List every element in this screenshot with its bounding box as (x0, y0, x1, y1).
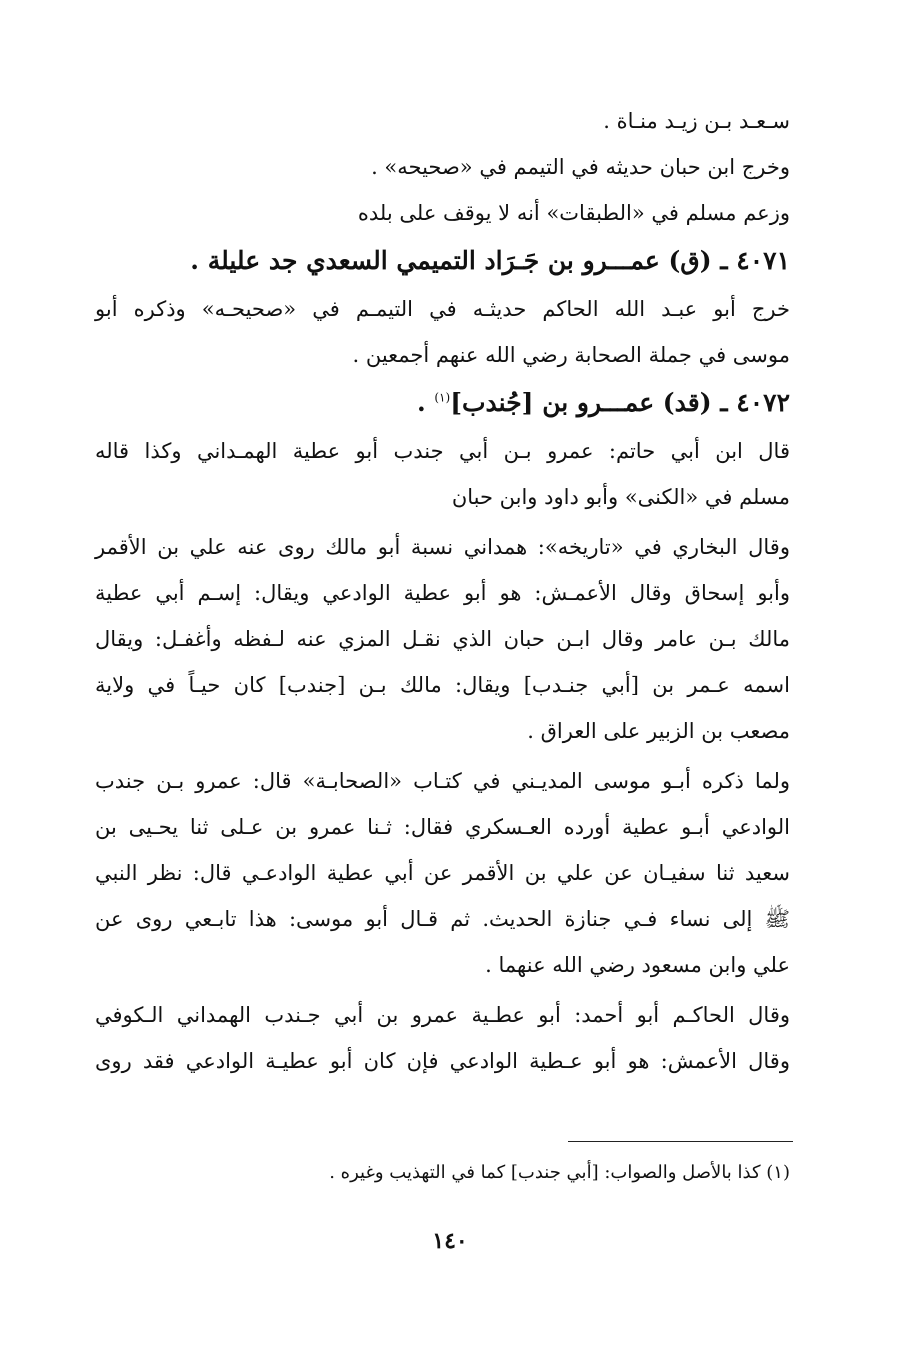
footnote-marker: (١) (434, 390, 451, 405)
text-line: وزعم مسلم في «الطبقات» أنه لا يوقف على بلده (357, 201, 790, 225)
text-line: مالك بـن عامر وقال ابـن حبان الذي نقـل المزي عنه لـفظه وأغفـل: ويقال (95, 627, 790, 651)
entry-heading-4071: ٤٠٧١ ـ (ق) عمـــرو بن جَـرَاد التميمي السعدي جد عليلة . (190, 246, 790, 275)
text-line: مسلم في «الكنى» وأبو داود وابن حبان (451, 485, 790, 509)
entry-heading-4072 (95, 378, 790, 428)
footnote-divider (568, 1141, 793, 1142)
text-line: وخرج ابن حبان حديثه في التيمم في «صحيحه» . (371, 155, 790, 179)
text-line: وقال البخاري في «تاريخه»: همداني نسبة أبو مالك روى عنه علي بن الأقمر (95, 535, 790, 559)
page-body (95, 98, 790, 1084)
text-line: وأبو إسحاق وقال الأعمـش: هو أبو عطية الوادعي ويقال: إسـم أبي عطية (95, 581, 790, 605)
text-line: قال ابن أبي حاتم: عمرو بـن أبي جندب أبو عطية الهمـداني وكذا قاله (95, 439, 790, 463)
footnote: (١) كذا بالأصل والصواب: [أبي جندب] كما في التهذيب وغيره . (329, 1162, 790, 1183)
text-line: موسى في جملة الصحابة رضي الله عنهم أجمعين . (352, 343, 790, 367)
text-line: خرج أبو عبـد الله الحاكم حديثـه في التيمـم في «صحيحـه» وذكره أبو (95, 297, 790, 321)
text-line: مصعب بن الزبير على العراق . (527, 719, 790, 743)
text-line: سعيد ثنا سفيـان عن علي بن الأقمر عن أبي عطية الوادعـي قال: نظر النبي (95, 861, 790, 885)
text-line: ولما ذكره أبـو موسى المديـني في كتـاب «الصحابـة» قال: عمرو بـن جندب (95, 769, 790, 793)
heading-text: ٤٠٧٢ ـ (قد) عمـــرو بن [جُندب] (450, 388, 790, 417)
text-line: علي وابن مسعود رضي الله عنهما . (485, 953, 790, 977)
text-line: الوادعي أبـو عطية أورده العـسكري فقال: ثـنا عمرو بن عـلى ثنا يحـيى بن (95, 815, 790, 839)
text-line: وقال الحاكـم أبو أحمد: أبو عطـية عمرو بن أبي جـندب الهمداني الـكوفي (95, 1003, 790, 1027)
heading-end: . (416, 388, 435, 417)
text-line: سـعـد بـن زيـد منـاة . (603, 109, 790, 133)
text-line: اسمه عـمر بن [أبي جنـدب] ويقال: مالك بـن [جندب] كان حيـاً في ولاية (95, 673, 790, 697)
text-line: ﷺ إلى نساء فـي جنازة الحديث. ثم قـال أبو موسى: هذا تابـعي روى عن (95, 907, 790, 931)
text-line: وقال الأعمش: هو أبو عـطية الوادعي فإن كان أبو عطيـة الوادعي فقد روى (95, 1049, 790, 1073)
page-number: ١٤٠ (432, 1228, 468, 1254)
